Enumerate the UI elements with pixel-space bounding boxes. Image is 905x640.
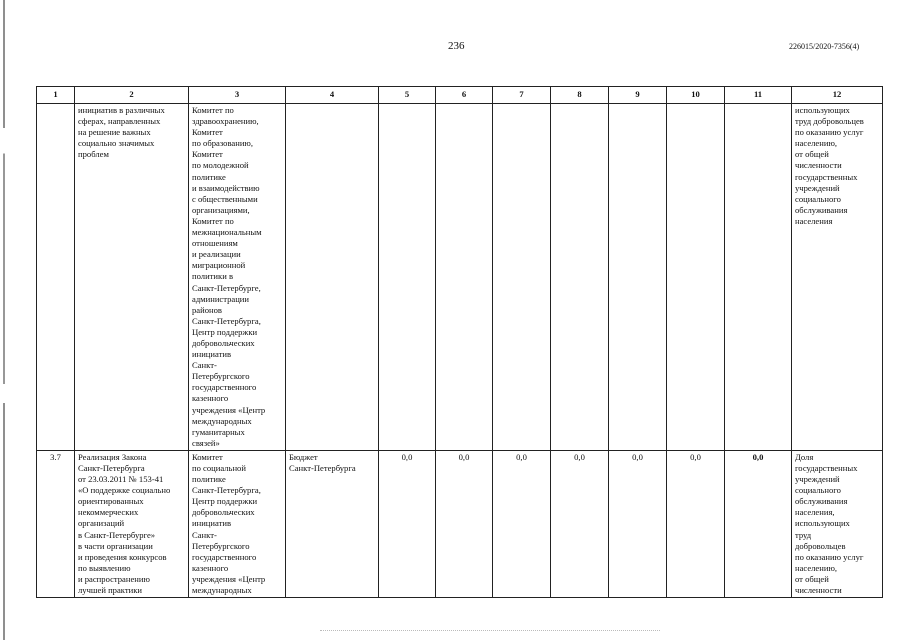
indicator-line: использующих [795, 518, 850, 529]
indicator-line: учреждений [795, 182, 840, 193]
executor-line: по образованию, [192, 138, 253, 149]
executor-line: гуманитарных [192, 426, 245, 437]
executor-line: миграционной [192, 260, 246, 271]
executor-line: Комитет [192, 127, 223, 138]
indicator-line: труд добровольцев [795, 116, 864, 127]
activity-name-line: в части организации [78, 540, 153, 551]
executor-line: отношениям [192, 238, 238, 249]
column-header: 5 [379, 87, 436, 104]
column-header: 4 [286, 87, 379, 104]
indicator-line: численности [795, 585, 842, 596]
executor-line: государственного [192, 382, 257, 393]
funding-value: 0,0 [493, 450, 551, 597]
funding-value [609, 104, 667, 451]
executor-line: учреждения «Центр [192, 404, 266, 415]
executor-line: и реализации [192, 249, 241, 260]
indicator [792, 450, 883, 597]
funding-value [667, 104, 725, 451]
executor-line: Комитет по [192, 105, 234, 115]
indicator-line: обслуживания [795, 204, 848, 215]
row-number: 3.7 [37, 450, 75, 597]
funding-value [379, 104, 436, 451]
activity-name-line: организаций [78, 518, 125, 529]
activity-name [75, 104, 189, 451]
activity-name-line: Реализация Закона [78, 451, 147, 462]
table-row [37, 104, 883, 451]
funding-value: 0,0 [667, 450, 725, 597]
page-number: 236 [448, 40, 465, 52]
executor-line: Петербургского [192, 371, 250, 382]
funding-value [725, 104, 792, 451]
activity-name-line: сферах, направленных [78, 116, 161, 127]
activity-name-line: на решение важных [78, 127, 151, 138]
executor-line: администрации [192, 293, 250, 304]
activity-name-line: от 23.03.2011 № 153-41 [78, 474, 164, 485]
executor-line: и взаимодействию [192, 182, 260, 193]
activity-name-line: «О поддержке социально [78, 485, 171, 496]
executor-line: международных [192, 585, 252, 596]
executor-line: районов [192, 304, 222, 315]
column-header: 7 [493, 87, 551, 104]
indicator [792, 104, 883, 451]
column-header: 8 [551, 87, 609, 104]
column-header: 9 [609, 87, 667, 104]
funding-value: 0,0 [379, 450, 436, 597]
executor-line: политике [192, 474, 226, 485]
table-header-row [37, 87, 883, 104]
funding-value: 0,0 [609, 450, 667, 597]
indicator-line: по оказанию услуг [795, 551, 864, 562]
row-number [37, 104, 75, 451]
executor-line: добровольческих [192, 507, 255, 518]
activity-name-line: ориентированных [78, 496, 144, 507]
executor [189, 104, 286, 451]
indicator-line: по оказанию услуг [795, 127, 864, 138]
indicator-line: социального [795, 193, 841, 204]
executor-line: с общественными [192, 193, 258, 204]
executor-line: Петербургского [192, 540, 250, 551]
funding-value [493, 104, 551, 451]
executor-line: межнациональным [192, 227, 262, 238]
document-code: 226015/2020-7356(4) [789, 42, 860, 51]
executor-line: связей» [192, 437, 220, 448]
activity-name-line: проблем [78, 149, 109, 160]
executor-line: Санкт-Петербурга, [192, 485, 261, 496]
executor-line: инициатив [192, 349, 231, 360]
activity-name [75, 450, 189, 597]
indicator-line: населению, [795, 562, 838, 573]
executor-line: Санкт-Петербурга, [192, 315, 261, 326]
executor-line: Комитет [192, 149, 223, 160]
executor-line: добровольческих [192, 337, 255, 348]
funding-value [436, 104, 493, 451]
indicator-line: Доля [795, 451, 814, 462]
indicator-line: от общей [795, 573, 829, 584]
column-header: 12 [792, 87, 883, 104]
indicator-line: населению, [795, 138, 838, 149]
indicator-line: населения, [795, 507, 835, 518]
executor-line: казенного [192, 393, 229, 404]
funding-value: 0,0 [551, 450, 609, 597]
executor-line: по социальной [192, 463, 246, 473]
executor-line: здравоохранению, [192, 116, 259, 127]
indicator-line: труд [795, 529, 812, 540]
indicator-line: от общей [795, 149, 829, 160]
indicator-line: социального [795, 485, 841, 496]
column-header: 3 [189, 87, 286, 104]
executor-line: Комитет по [192, 215, 234, 226]
column-header: 10 [667, 87, 725, 104]
funding-source [286, 450, 379, 597]
executor-line: Центр поддержки [192, 326, 258, 337]
scan-footer-noise [320, 630, 660, 633]
executor-line: по молодежной [192, 160, 249, 171]
executor-line: инициатив [192, 518, 231, 529]
executor-line: казенного [192, 562, 229, 573]
activity-name-line: и проведения конкурсов [78, 551, 167, 562]
activity-name-line: некоммерческих [78, 507, 139, 518]
funding-source-line: Бюджет [289, 451, 318, 462]
executor-line: Санкт- [192, 360, 217, 371]
table-row [37, 450, 883, 597]
scan-edge-mark [3, 0, 5, 640]
activity-name-line: социально значимых [78, 138, 155, 149]
executor-line: государственного [192, 551, 257, 562]
activity-name-line: в Санкт-Петербурге» [78, 529, 156, 540]
indicator-line: численности [795, 160, 842, 171]
indicator-line: государственных [795, 171, 858, 182]
column-header: 11 [725, 87, 792, 104]
funding-source [286, 104, 379, 451]
activity-name-line: по выявлению [78, 562, 131, 573]
activity-name-line: лучшей практики [78, 585, 142, 596]
activity-name-line: Санкт-Петербурга [78, 463, 145, 473]
program-table [36, 86, 883, 598]
column-header: 6 [436, 87, 493, 104]
funding-value: 0,0 [436, 450, 493, 597]
activity-name-line: и распространению [78, 573, 150, 584]
indicator-line: государственных [795, 463, 858, 473]
executor-line: Санкт- [192, 529, 217, 540]
executor-line: Комитет [192, 451, 223, 462]
executor-line: политике [192, 171, 226, 182]
executor-line: организациями, [192, 204, 250, 215]
column-header: 2 [75, 87, 189, 104]
column-header: 1 [37, 87, 75, 104]
executor-line: политики в [192, 271, 234, 282]
indicator-line: обслуживания [795, 496, 848, 507]
funding-source-line: Санкт-Петербурга [289, 463, 356, 473]
activity-name-line: инициатив в различных [78, 105, 165, 115]
indicator-line: добровольцев [795, 540, 846, 551]
executor-line: учреждения «Центр [192, 573, 266, 584]
funding-value: 0,0 [725, 450, 792, 597]
executor [189, 450, 286, 597]
funding-value [551, 104, 609, 451]
executor-line: Центр поддержки [192, 496, 258, 507]
indicator-line: использующих [795, 105, 850, 115]
indicator-line: учреждений [795, 474, 840, 485]
executor-line: международных [192, 415, 252, 426]
indicator-line: населения [795, 215, 833, 226]
executor-line: Санкт-Петербурге, [192, 282, 261, 293]
